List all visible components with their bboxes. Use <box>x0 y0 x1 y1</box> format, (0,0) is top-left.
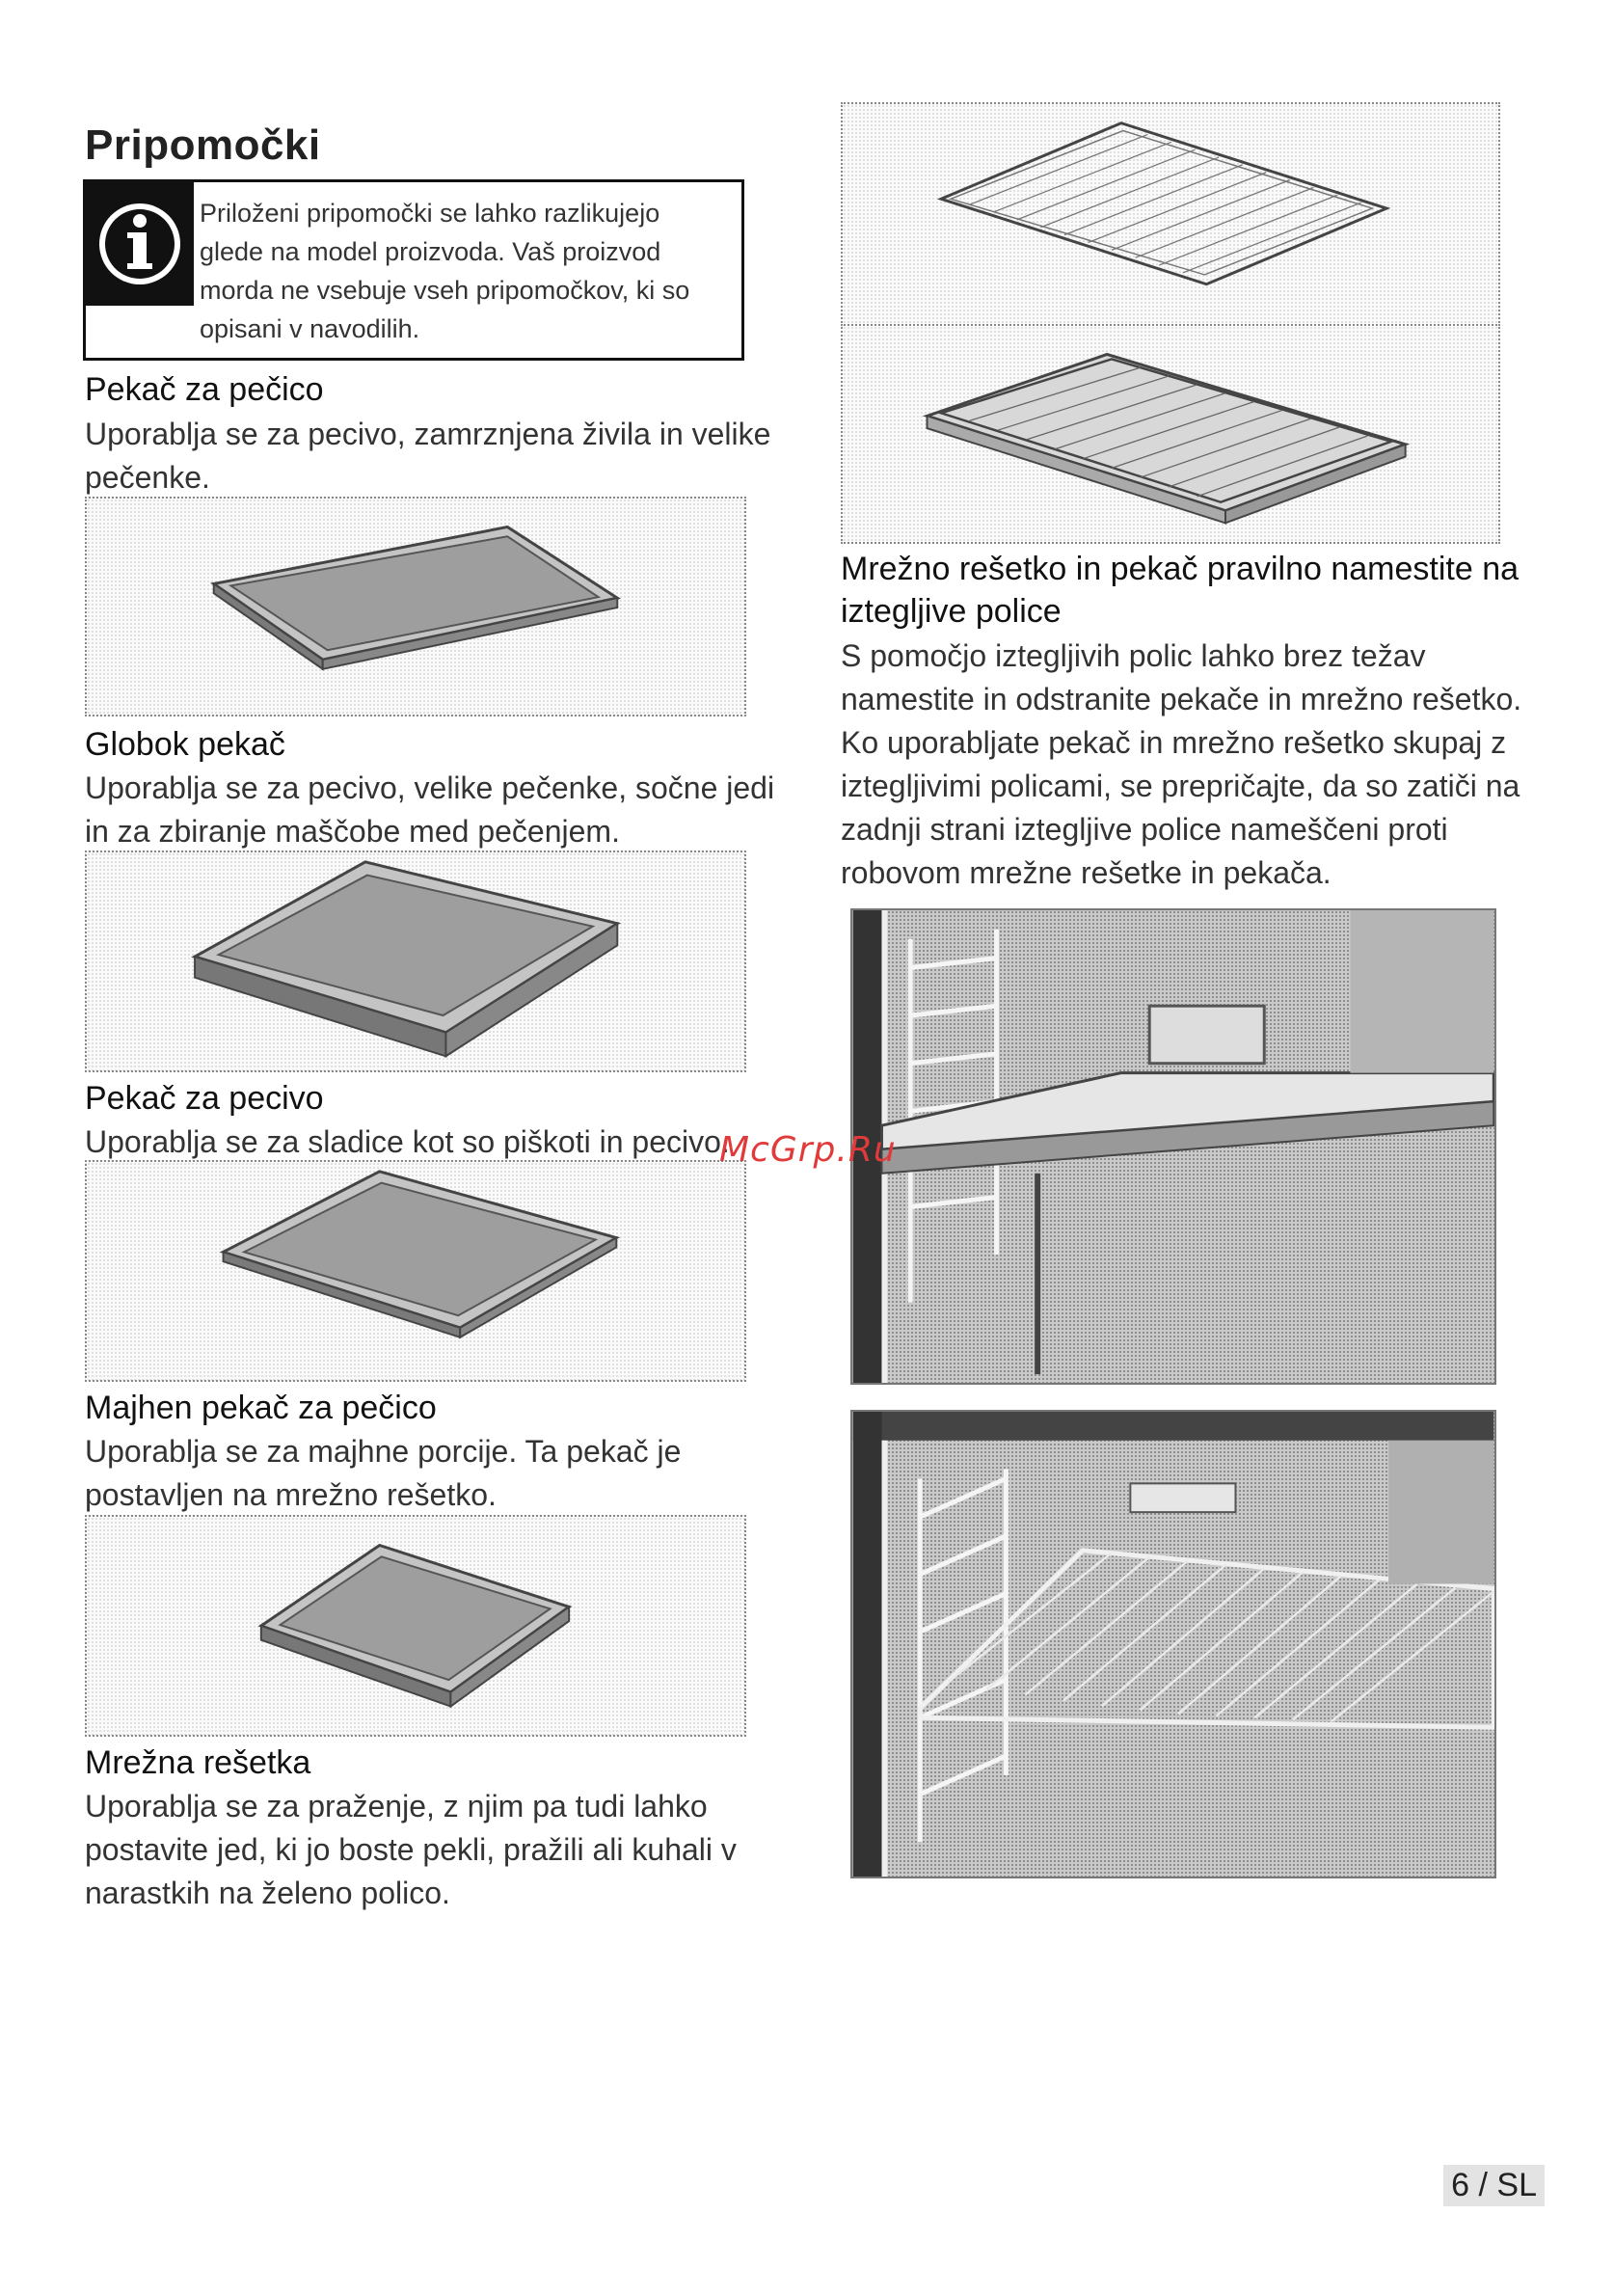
text-line: zadnji strani iztegljive police nameščeni proti <box>841 812 1448 847</box>
page-title: Pripomočki <box>85 122 321 169</box>
section-heading-oven-tray: Pekač za pečico <box>85 371 324 408</box>
wire-rack-on-tray-illustration <box>841 324 1500 544</box>
info-icon <box>86 182 194 306</box>
info-line: Priloženi pripomočki se lahko razlikujejo <box>200 199 660 228</box>
text-line: pečenke. <box>85 460 210 495</box>
section-text-small-tray <box>85 1430 779 1517</box>
section-text-baking-tray <box>85 1121 779 1164</box>
text-line: namestite in odstranite pekače in mrežno rešetko. <box>841 682 1522 716</box>
text-line: Ko uporabljate pekač in mrežno rešetko skupaj z <box>841 725 1507 760</box>
small-tray-illustration <box>85 1515 746 1737</box>
telescopic-rails-text <box>841 635 1554 895</box>
text-line: postavite jed, ki jo boste pekli, pražili ali kuhali v <box>85 1832 737 1867</box>
text-line: narastkih na želeno polico. <box>85 1876 450 1910</box>
info-note <box>83 179 744 361</box>
info-line: morda ne vsebuje vseh pripomočkov, ki so <box>200 276 690 305</box>
baking-tray-illustration <box>85 1160 746 1382</box>
section-heading-baking-tray: Pekač za pecivo <box>85 1080 324 1117</box>
oven-tray-illustration <box>85 497 746 716</box>
section-text-wire-rack <box>85 1785 798 1915</box>
info-line: glede na model proizvoda. Vaš proizvod <box>200 237 661 266</box>
text-line: Uporablja se za sladice kot so piškoti in pecivo. <box>85 1124 730 1159</box>
text-line: Uporablja se za pecivo, zamrznjena živila in velike <box>85 417 771 451</box>
page-number: 6 / SL <box>1443 2165 1545 2206</box>
info-line: opisani v navodilih. <box>200 314 420 343</box>
info-text <box>200 194 720 348</box>
telescopic-rails-heading <box>841 548 1535 633</box>
text-line: S pomočjo iztegljivih polic lahko brez težav <box>841 638 1426 673</box>
section-text-oven-tray <box>85 413 779 500</box>
deep-tray-illustration <box>85 851 746 1072</box>
text-line: iztegljivimi policami, se prepričajte, da so zatiči na <box>841 769 1520 803</box>
section-heading-deep-tray: Globok pekač <box>85 726 285 763</box>
heading-line: Mrežno rešetko in pekač pravilno namestite na <box>841 551 1520 587</box>
heading-line: iztegljive police <box>841 593 1062 630</box>
section-heading-wire-rack: Mrežna rešetka <box>85 1744 311 1781</box>
text-line: Uporablja se za majhne porcije. Ta pekač je <box>85 1434 682 1469</box>
text-line: Uporablja se za praženje, z njim pa tudi lahko <box>85 1789 708 1823</box>
text-line: Uporablja se za pecivo, velike pečenke, sočne jedi <box>85 770 775 805</box>
text-line: postavljen na mrežno rešetko. <box>85 1477 497 1512</box>
wire-rack-on-rails-photo <box>850 1410 1496 1878</box>
text-line: robovom mrežne rešetke in pekača. <box>841 855 1332 890</box>
oven-tray-on-rails-photo <box>850 908 1496 1385</box>
text-line: in za zbiranje maščobe med pečenjem. <box>85 814 620 849</box>
section-heading-small-tray: Majhen pekač za pečico <box>85 1390 437 1426</box>
section-text-deep-tray <box>85 767 779 853</box>
wire-rack-illustration <box>841 102 1500 326</box>
watermark: McGrp.Ru <box>719 1130 897 1170</box>
